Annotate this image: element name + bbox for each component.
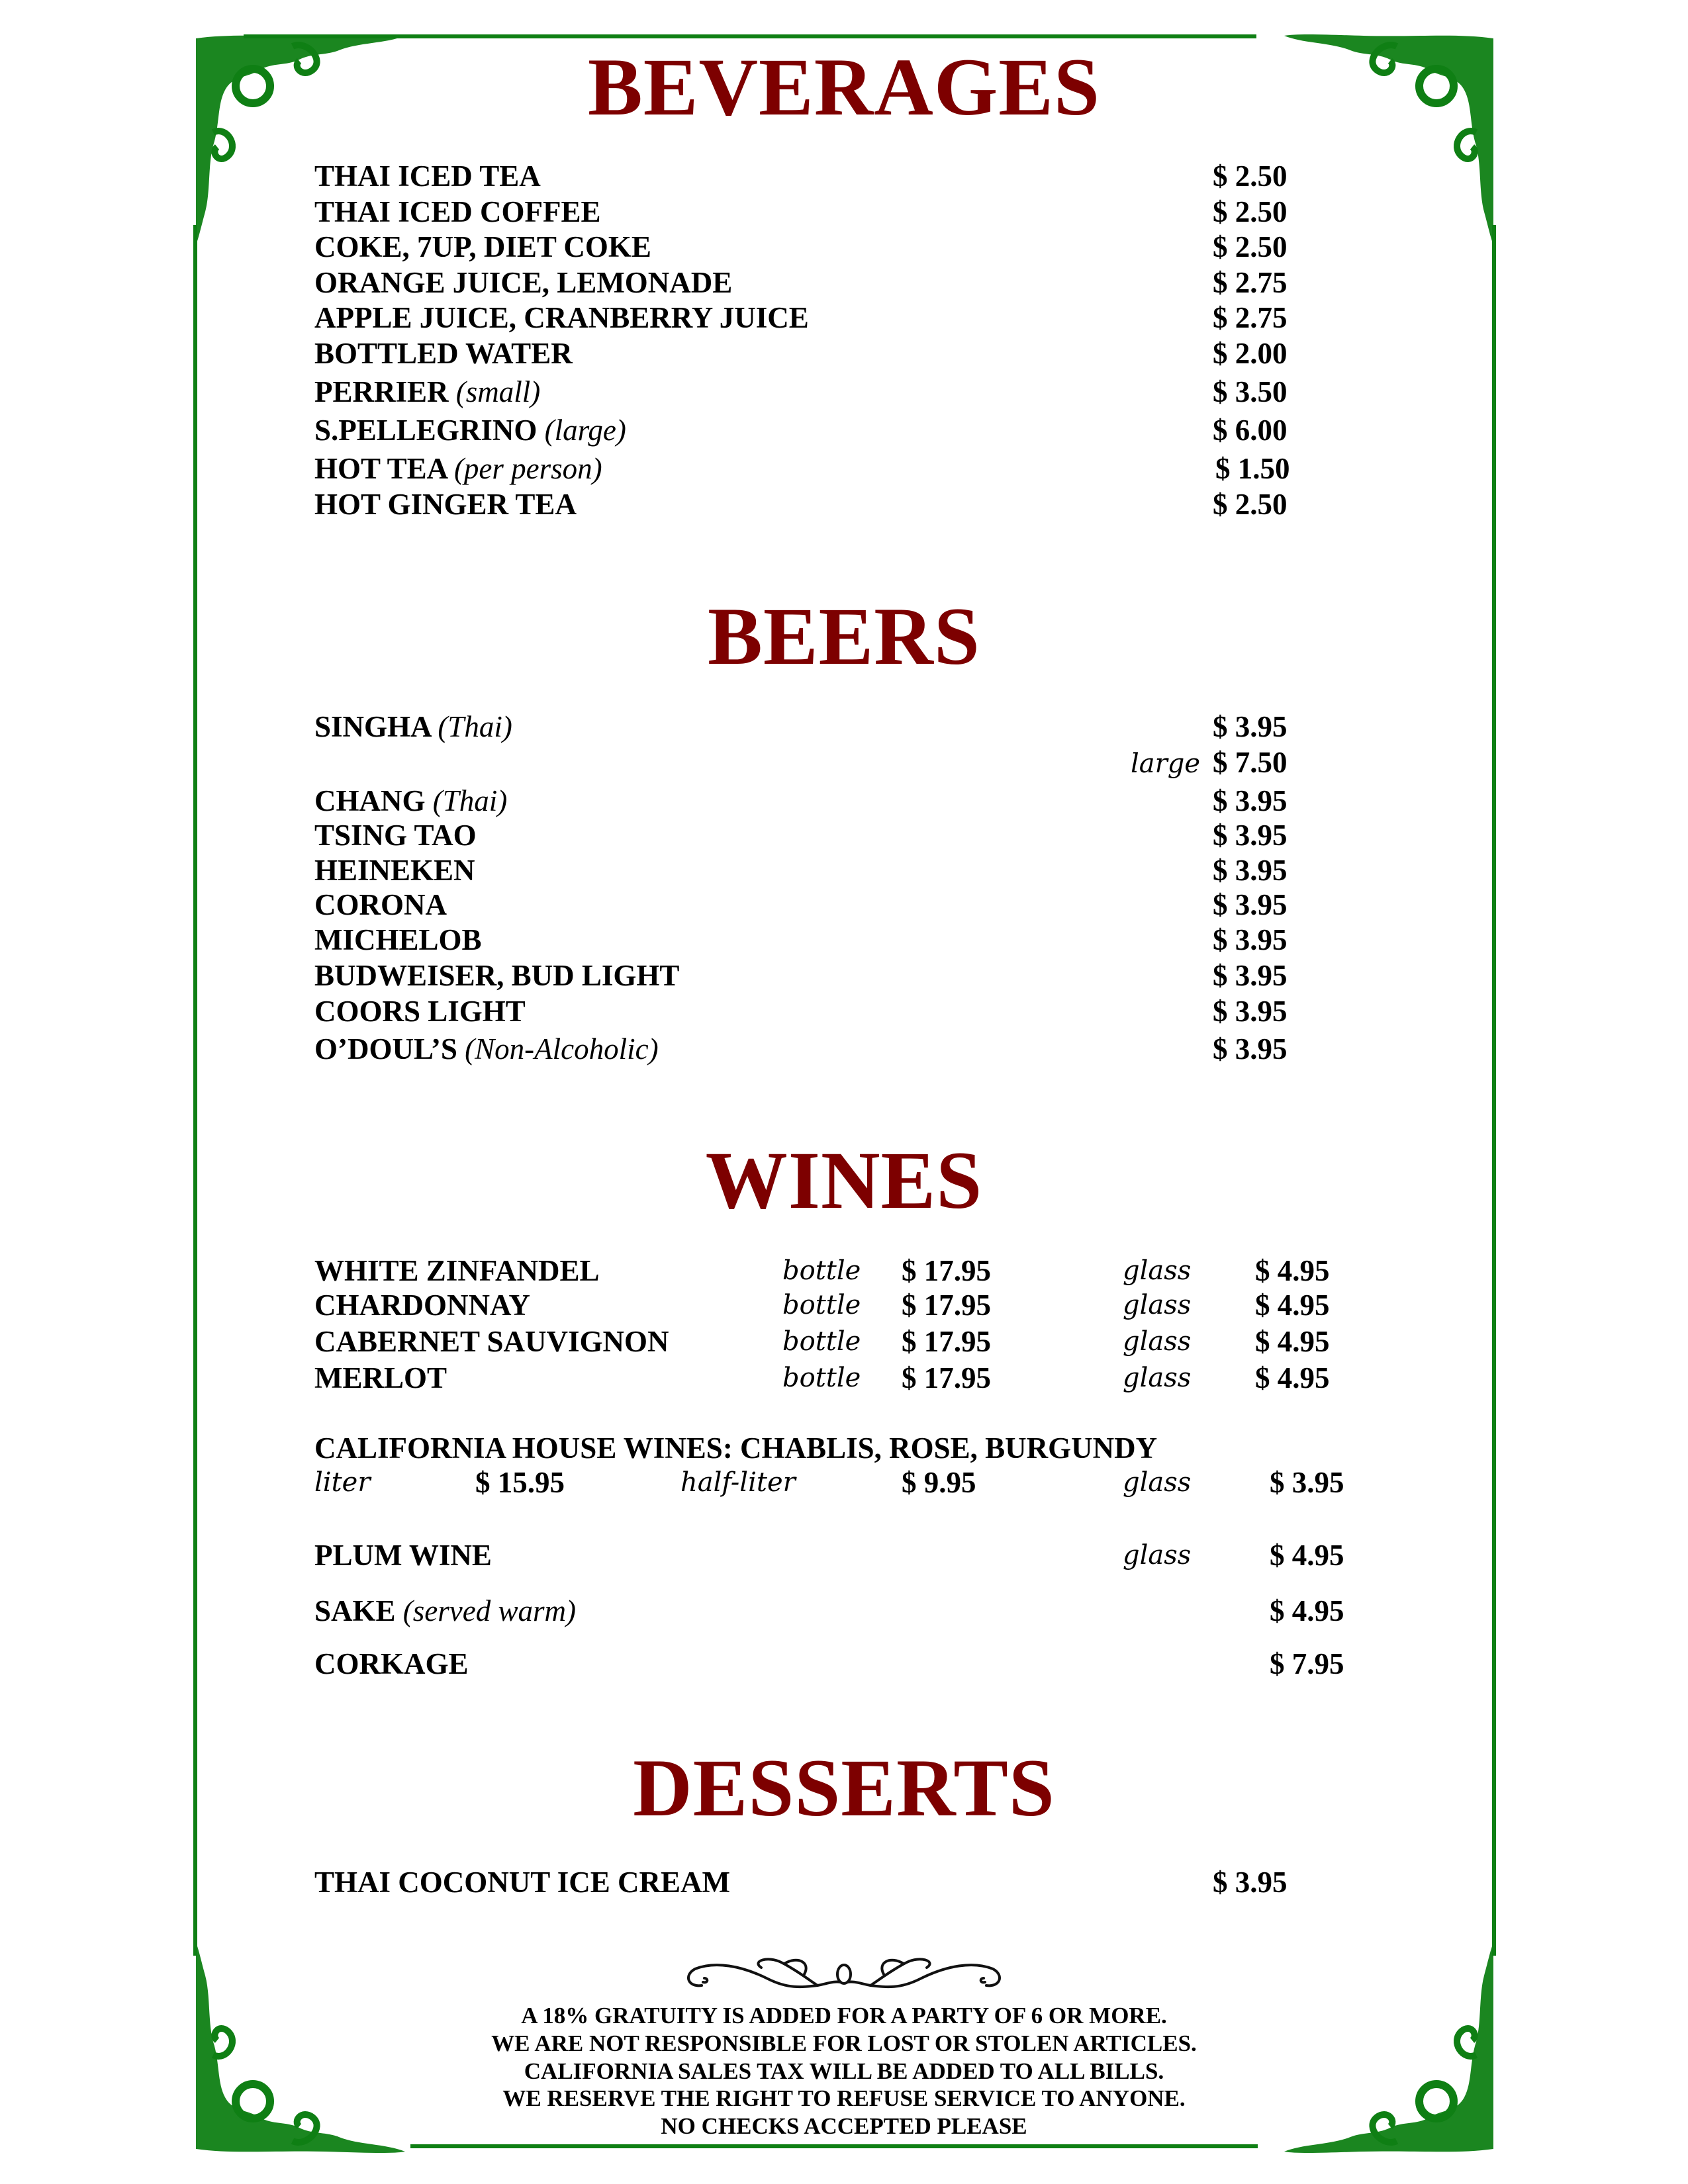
item-price: $ 3.95 <box>1213 923 1288 956</box>
item-price: $ 4.95 <box>1270 1539 1344 1572</box>
item-name: CORONA <box>314 888 447 921</box>
item-note: (Non-Alcoholic) <box>465 1032 659 1066</box>
menu-item <box>314 303 809 333</box>
frame-bottom-line <box>410 2144 1258 2148</box>
wine-item <box>314 1327 669 1357</box>
glass-price: $ 3.95 <box>1270 1466 1344 1499</box>
item-note: (large) <box>544 414 626 447</box>
item-name: THAI COCONUT ICE CREAM <box>314 1866 730 1899</box>
section-title-beers: BEERS <box>708 591 980 682</box>
item-note: (Thai) <box>432 784 508 817</box>
item-note: (per person) <box>453 452 602 485</box>
item-price: $ 3.95 <box>1213 1032 1288 1066</box>
no-checks-notice: NO CHECKS ACCEPTED PLEASE <box>661 2113 1027 2139</box>
corkage-item <box>314 1649 469 1679</box>
scroll-flourish-divider-icon <box>675 1949 1013 1999</box>
wine-item <box>314 1363 447 1393</box>
bottle-price: $ 17.95 <box>902 1254 991 1287</box>
menu-item <box>314 377 540 407</box>
section-title-beverages: BEVERAGES <box>588 42 1100 132</box>
item-price: $ 3.95 <box>1213 854 1288 887</box>
item-name: CHANG <box>314 784 426 817</box>
item-note: (small) <box>455 375 541 408</box>
dessert-item <box>314 1868 730 1897</box>
section-title-wines: WINES <box>705 1135 983 1226</box>
item-name: COORS LIGHT <box>314 995 526 1028</box>
menu-item <box>314 454 602 484</box>
lost-articles-notice: WE ARE NOT RESPONSIBLE FOR LOST OR STOLEN ARTICLES. <box>491 2030 1197 2056</box>
glass-label: glass <box>1123 1290 1192 1320</box>
item-name: WHITE ZINFANDEL <box>314 1254 600 1287</box>
wine-item <box>314 1291 530 1320</box>
menu-item <box>314 268 732 298</box>
item-price-large: $ 7.50 <box>1213 746 1288 779</box>
frame-left-line <box>193 225 197 1956</box>
menu-item <box>314 856 475 886</box>
item-price: $ 3.95 <box>1213 959 1288 992</box>
bottle-price: $ 17.95 <box>902 1361 991 1394</box>
item-name: HEINEKEN <box>314 854 475 887</box>
menu-item <box>314 232 651 262</box>
item-name: MICHELOB <box>314 923 482 956</box>
section-title-desserts: DESSERTS <box>633 1743 1055 1833</box>
item-name: O’DOUL’S <box>314 1032 457 1066</box>
glass-price: $ 4.95 <box>1255 1254 1330 1287</box>
item-price: $ 3.95 <box>1213 1866 1288 1899</box>
menu-item <box>314 161 541 191</box>
sales-tax-notice: CALIFORNIA SALES TAX WILL BE ADDED TO ALL BILLS. <box>524 2058 1164 2084</box>
menu-item <box>314 416 626 445</box>
menu-item <box>314 961 679 991</box>
size-label: large <box>1131 749 1201 779</box>
bottle-price: $ 17.95 <box>902 1325 991 1358</box>
glass-price: $ 4.95 <box>1255 1325 1330 1358</box>
item-price: $ 6.00 <box>1213 414 1288 447</box>
item-name: PLUM WINE <box>314 1539 492 1572</box>
liter-price: $ 15.95 <box>475 1466 565 1499</box>
glass-label: glass <box>1123 1326 1192 1357</box>
item-price: $ 2.00 <box>1213 337 1288 370</box>
item-note: (served warm) <box>402 1594 576 1627</box>
bottle-price: $ 17.95 <box>902 1289 991 1322</box>
item-price: $ 2.50 <box>1213 159 1288 193</box>
item-name: SINGHA <box>314 710 431 743</box>
house-wine-title: CALIFORNIA HOUSE WINES: CHABLIS, ROSE, BURGUNDY <box>314 1432 1158 1465</box>
item-name: HOT GINGER TEA <box>314 488 577 521</box>
glass-label: glass <box>1123 1363 1192 1393</box>
item-name: PERRIER <box>314 375 449 408</box>
item-price: $ 2.50 <box>1213 230 1288 263</box>
menu-item <box>314 786 507 816</box>
item-name: TSING TAO <box>314 819 477 852</box>
menu-item <box>314 490 577 520</box>
item-price: $ 2.50 <box>1213 195 1288 228</box>
item-name: MERLOT <box>314 1361 447 1394</box>
item-price: $ 3.95 <box>1213 888 1288 921</box>
item-name: BUDWEISER, BUD LIGHT <box>314 959 680 992</box>
glass-label: glass <box>1123 1255 1192 1286</box>
item-price: $ 4.95 <box>1270 1594 1344 1627</box>
sake-item <box>314 1596 576 1626</box>
menu-item <box>314 1034 659 1064</box>
item-name: CORKAGE <box>314 1647 469 1680</box>
bottle-label: bottle <box>782 1290 861 1320</box>
refuse-service-notice: WE RESERVE THE RIGHT TO REFUSE SERVICE TO ANYONE. <box>502 2085 1186 2111</box>
liter-label: liter <box>314 1467 371 1498</box>
item-name: BOTTLED WATER <box>314 337 573 370</box>
menu-item <box>314 821 477 850</box>
half-liter-price: $ 9.95 <box>902 1466 976 1499</box>
item-price: $ 3.50 <box>1213 375 1288 408</box>
half-liter-label: half-liter <box>680 1467 796 1498</box>
item-name: SAKE <box>314 1594 396 1627</box>
bottle-label: bottle <box>782 1326 861 1357</box>
frame-right-line <box>1492 225 1496 1956</box>
menu-item <box>314 339 573 369</box>
bottle-label: bottle <box>782 1363 861 1393</box>
menu-item <box>314 712 512 742</box>
menu-item <box>314 197 601 227</box>
item-note: (Thai) <box>438 710 512 743</box>
item-name: THAI ICED TEA <box>314 159 541 193</box>
item-price: $ 1.50 <box>1215 452 1290 485</box>
item-price: $ 3.95 <box>1213 819 1288 852</box>
glass-label: glass <box>1123 1540 1192 1570</box>
glass-price: $ 4.95 <box>1255 1289 1330 1322</box>
item-name: S.PELLEGRINO <box>314 414 538 447</box>
plum-wine-item <box>314 1541 492 1570</box>
gratuity-notice: A 18% GRATUITY IS ADDED FOR A PARTY OF 6 OR MORE. <box>521 2003 1167 2028</box>
item-name: CHARDONNAY <box>314 1289 530 1322</box>
item-price: $ 2.75 <box>1213 301 1288 334</box>
item-price: $ 7.95 <box>1270 1647 1344 1680</box>
glass-label: glass <box>1123 1467 1192 1498</box>
item-name: CABERNET SAUVIGNON <box>314 1325 669 1358</box>
menu-item <box>314 925 482 955</box>
item-name: THAI ICED COFFEE <box>314 195 601 228</box>
item-price: $ 3.95 <box>1213 710 1288 743</box>
item-name: APPLE JUICE, CRANBERRY JUICE <box>314 301 809 334</box>
menu-item <box>314 997 526 1026</box>
item-price: $ 3.95 <box>1213 995 1288 1028</box>
bottle-label: bottle <box>782 1255 861 1286</box>
wine-item <box>314 1256 600 1286</box>
item-name: HOT TEA <box>314 452 447 485</box>
item-price: $ 3.95 <box>1213 784 1288 817</box>
item-price: $ 2.50 <box>1213 488 1288 521</box>
glass-price: $ 4.95 <box>1255 1361 1330 1394</box>
item-name: COKE, 7UP, DIET COKE <box>314 230 651 263</box>
menu-item <box>314 890 447 920</box>
item-name: ORANGE JUICE, LEMONADE <box>314 266 733 299</box>
item-price: $ 2.75 <box>1213 266 1288 299</box>
